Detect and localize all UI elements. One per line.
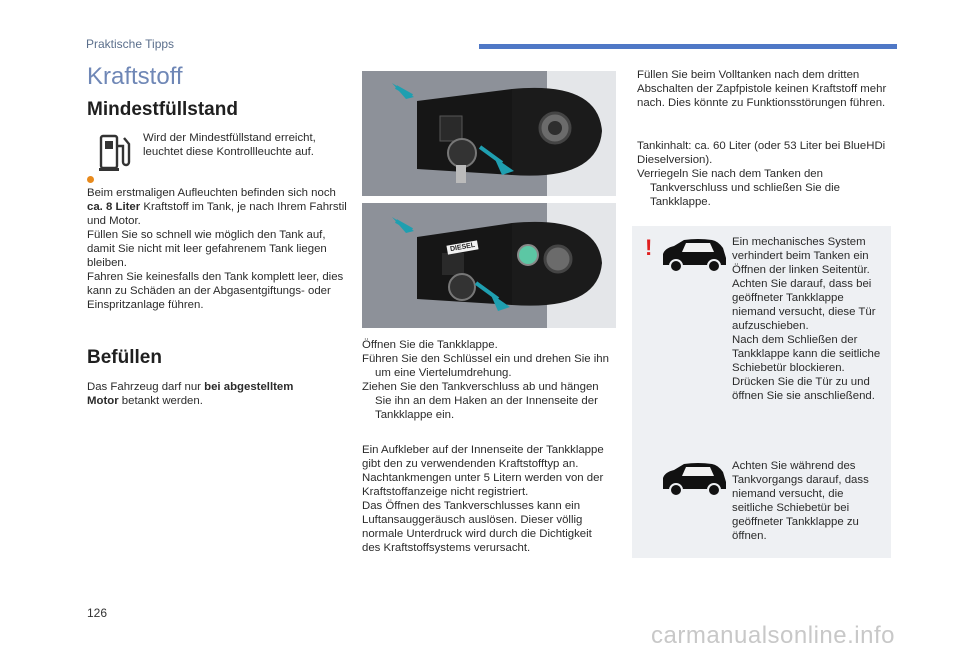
header-accent-bar (479, 44, 897, 49)
warning-icon: ! (645, 235, 653, 260)
step-item: Öffnen Sie die Tankklappe. (362, 339, 498, 351)
van-icon-1 (660, 238, 728, 274)
watermark: carmanualsonline.info (651, 622, 895, 649)
diesel-sticker: DIESEL (446, 240, 478, 254)
step-item: Ziehen Sie den Tankverschluss ab und hängen Sie ihn an dem Haken an der Innenseite der Tankklappe ein. (362, 381, 599, 421)
fuel-flap-photo-2 (362, 203, 616, 328)
warning-text-2: Achten Sie während des Tankvorgangs darauf, dass niemand versucht, die seitliche Schiebetür bei geöffneter Tankklappe zu öffnen. (732, 460, 869, 542)
lock-step: Verriegeln Sie nach dem Tanken den Tankverschluss und schließen Sie die Tankklappe. (637, 168, 840, 208)
step-item: Führen Sie den Schlüssel ein und drehen Sie ihn um eine Viertelumdrehung. (362, 353, 609, 379)
van-icon-2 (660, 462, 728, 498)
low-fuel-warning-note: Wird der Mindestfüllstand erreicht, leuchtet diese Kontrollleuchte auf. (143, 132, 316, 158)
section-label: Praktische Tipps (86, 37, 175, 51)
heading-mindestfuellstand: Mindestfüllstand (87, 99, 238, 120)
page-number: 126 (87, 606, 108, 620)
warning-text-1: Ein mechanisches System verhindert beim Tanken ein Öffnen der linken Seitentür. Achten Sie darauf, dass bei geöffneter Tankklappe niemand versucht, diese Tür aufzuschieben. Nach dem Schließen der Tankklappe kann die seitliche Schiebetür blockieren. Drücken Sie die Tür zu und öffnen Sie sie anschließend. (732, 236, 881, 402)
sticker-info: Ein Aufkleber auf der Innenseite der Tankklappe gibt den zu verwendenden Kraftstofftyp an. Nachtankmengen unter 5 Litern werden von der Kraftstoffanzeige nicht registriert. Das Öffnen des Tankverschlusses kann ein Luftansauggeräusch auslösen. Dieser völlig normale Unterdruck wird durch die Dichtigkeit des Kraftstoffsystems verursacht. (362, 444, 604, 554)
fuel-flap-photo-1 (362, 71, 616, 196)
heading-befuellen: Befüllen (87, 347, 162, 368)
mindest-paragraph: Beim erstmaligen Aufleuchten befinden sich noch ca. 8 Liter Kraftstoff im Tank, je nach Ihrem Fahrstil und Motor. Füllen Sie so schnell wie möglich den Tank auf, damit Sie nicht mit leer gefahrenem Tank liegen bleiben. Fahren Sie keinesfalls den Tank komplett leer, dies kann zu Schäden an der Abgasentgiftungs- oder Einspritzanlage führen. (87, 187, 347, 311)
volltanken-paragraph: Füllen Sie beim Volltanken nach dem dritten Abschalten der Zapfpistole keinen Kraftstoff mehr nach. Dies könnte zu Funktionsstörungen führen. (637, 69, 887, 109)
befuellen-paragraph: Das Fahrzeug darf nur bei abgestelltem Motor betankt werden. (87, 381, 294, 407)
orange-indicator-dot (87, 176, 94, 183)
fuel-pump-icon (98, 132, 134, 174)
steps-list (362, 338, 612, 422)
page-title: Kraftstoff (87, 63, 183, 90)
tankinhalt-paragraph: Tankinhalt: ca. 60 Liter (oder 53 Liter bei BlueHDi Dieselversion). (637, 140, 886, 166)
